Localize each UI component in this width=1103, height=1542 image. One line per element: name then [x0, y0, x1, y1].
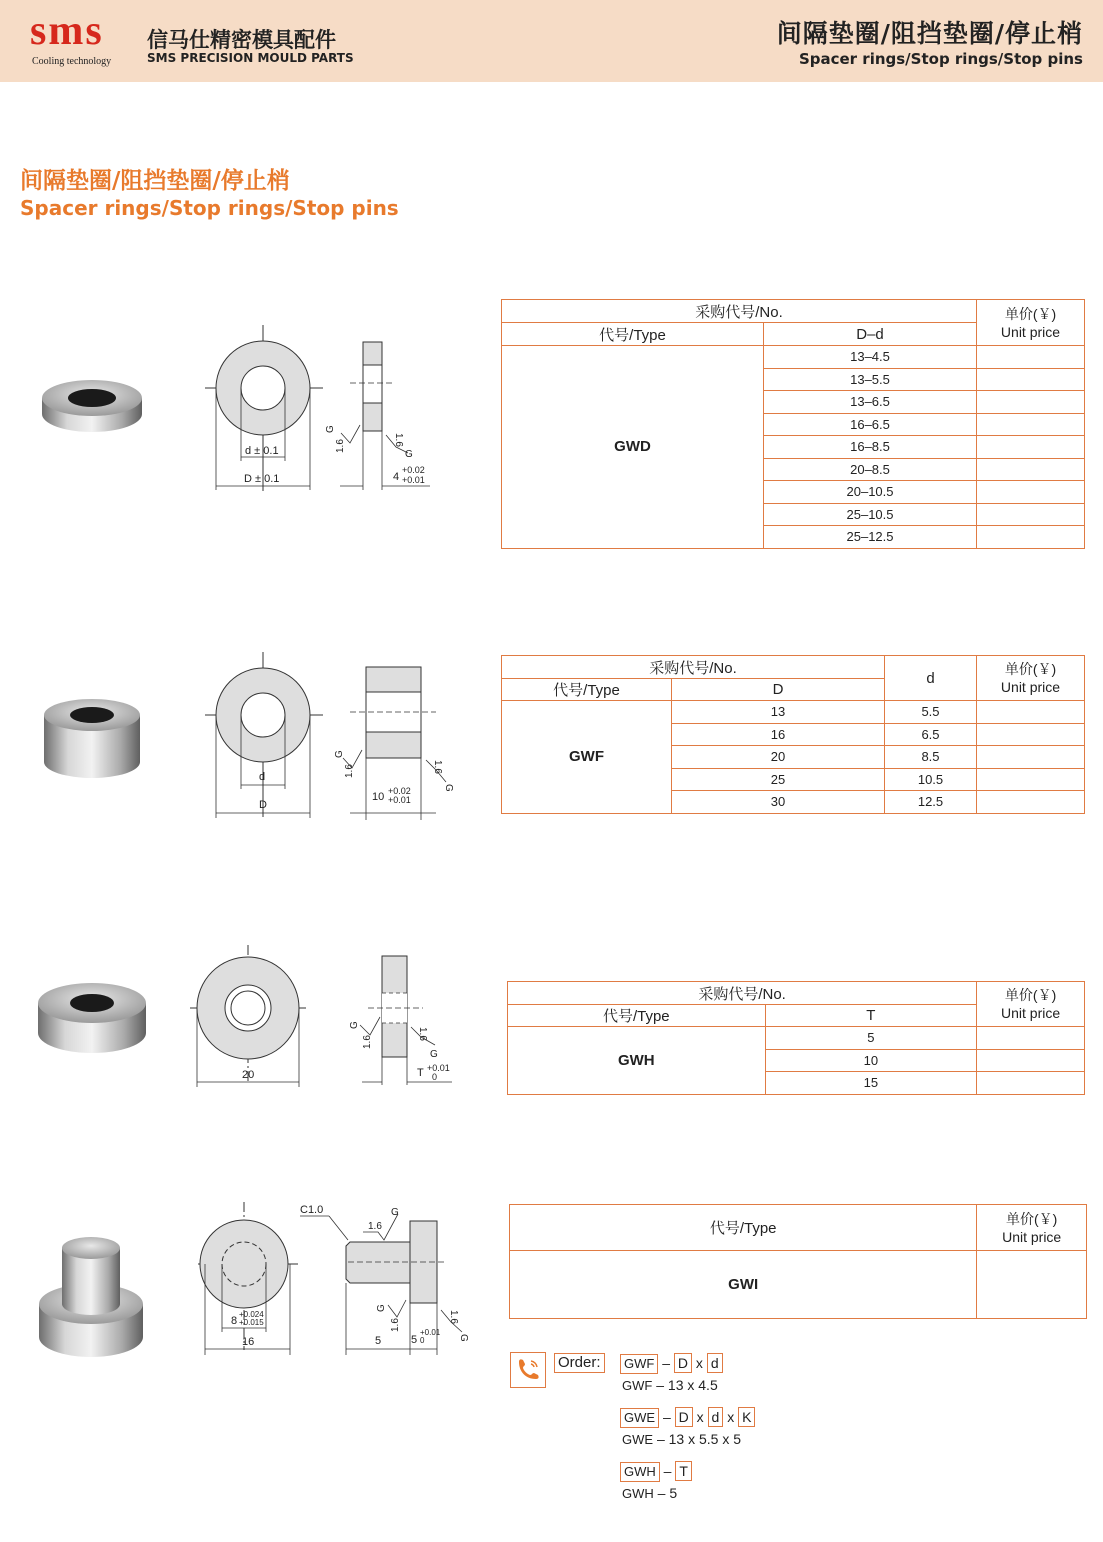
- header-title-cn: 间隔垫圈/阻挡垫圈/停止梢: [776, 19, 1083, 48]
- gwi-head: 5: [411, 1334, 418, 1346]
- gwi-type-header: 代号/Type: [510, 1205, 977, 1251]
- gwd-drawing: [200, 325, 440, 500]
- order-example-gwf: GWF – 13 x 4.5: [622, 1377, 718, 1393]
- gwi-table: [509, 1204, 1087, 1319]
- table-cell: 5: [765, 1027, 977, 1050]
- gwh-type-header: 代号/Type: [508, 1005, 766, 1027]
- price-cell: [977, 368, 1085, 391]
- gwd-g-1: G: [325, 425, 336, 433]
- brand-logo: sms: [30, 8, 104, 54]
- gwf-table: [501, 655, 1085, 814]
- table-cell: 20–8.5: [764, 458, 977, 481]
- gwi-dim-d-tol-dn: +0.015: [239, 1318, 264, 1327]
- gwh-price-header: 单价(￥) Unit price: [977, 982, 1085, 1027]
- order-pattern-gwh: GWH – T: [620, 1461, 692, 1482]
- price-cell: [977, 1049, 1085, 1072]
- logo-tagline: Cooling technology: [32, 56, 112, 67]
- table-cell: 16–8.5: [764, 436, 977, 459]
- table-cell: 16: [672, 723, 885, 746]
- price-cell: [977, 481, 1085, 504]
- gwh-no-header: 采购代号/No.: [508, 982, 977, 1005]
- gwh-thickness: T: [417, 1067, 424, 1079]
- table-cell: 20–10.5: [764, 481, 977, 504]
- table-cell: 13–5.5: [764, 368, 977, 391]
- price-cell: [977, 701, 1085, 724]
- table-cell: 16–6.5: [764, 413, 977, 436]
- gwh-g-1: G: [349, 1021, 360, 1029]
- gwi-chamfer: C1.0: [300, 1204, 324, 1216]
- gwh-tol-dn: 0: [432, 1072, 438, 1082]
- gwd-table: [501, 299, 1085, 549]
- table-cell: 15: [765, 1072, 977, 1095]
- table-cell: 25: [672, 768, 885, 791]
- table-cell: 30: [672, 791, 885, 814]
- table-cell: 10: [765, 1049, 977, 1072]
- gwi-product-image: [36, 1232, 146, 1360]
- price-cell: [977, 1072, 1085, 1095]
- gwf-col-D-header: D: [672, 679, 885, 701]
- gwd-g-2: G: [405, 449, 413, 460]
- table-cell: 12.5: [885, 791, 977, 814]
- gwd-price-header: 单价(￥) Unit price: [977, 300, 1085, 346]
- gwi-g-top: G: [391, 1207, 399, 1218]
- gwh-tol-up: +0.01: [427, 1063, 450, 1073]
- price-cell: [977, 346, 1085, 369]
- price-cell: [977, 458, 1085, 481]
- gwd-product-image: [38, 368, 146, 438]
- gwi-head-tol-up: +0.01: [420, 1328, 441, 1337]
- price-cell: [977, 768, 1085, 791]
- order-pattern-gwe: GWE – D x d x K: [620, 1407, 755, 1428]
- gwd-no-header: 采购代号/No.: [502, 300, 977, 323]
- table-cell: 25–10.5: [764, 503, 977, 526]
- gwh-drawing: [190, 945, 465, 1090]
- company-name-cn: 信马仕精密模具配件: [147, 28, 336, 52]
- gwi-length: 5: [375, 1335, 382, 1347]
- gwh-dim-D: 20: [242, 1069, 255, 1081]
- price-cell: [977, 746, 1085, 769]
- table-cell: 13–4.5: [764, 346, 977, 369]
- price-cell: [977, 391, 1085, 414]
- price-cell: [977, 526, 1085, 549]
- gwi-code: GWI: [510, 1251, 977, 1319]
- gwi-drawing: [198, 1200, 478, 1360]
- gwi-g-2: G: [458, 1334, 469, 1342]
- table-cell: 5.5: [885, 701, 977, 724]
- gwi-rough-2: 1.6: [448, 1310, 459, 1324]
- gwf-rough-1: 1.6: [344, 764, 355, 778]
- header-title-en: Spacer rings/Stop rings/Stop pins: [798, 50, 1083, 68]
- gwf-g-1: G: [334, 750, 345, 758]
- gwh-product-image: [35, 975, 150, 1060]
- table-cell: 20: [672, 746, 885, 769]
- table-cell: 8.5: [885, 746, 977, 769]
- gwd-tol-up: +0.02: [402, 465, 425, 475]
- table-cell: 13–6.5: [764, 391, 977, 414]
- gwd-col-header: D–d: [764, 323, 977, 346]
- order-example-gwh: GWH – 5: [622, 1485, 678, 1501]
- gwf-dim-d: d: [259, 771, 266, 783]
- gwh-g-2: G: [430, 1049, 438, 1060]
- gwd-rough-1: 1.6: [335, 439, 346, 453]
- gwf-dim-D: D: [259, 799, 267, 811]
- table-cell: 13: [672, 701, 885, 724]
- gwi-dim-d: 8: [231, 1315, 238, 1327]
- price-cell: [977, 413, 1085, 436]
- gwd-type-header: 代号/Type: [502, 323, 764, 346]
- gwd-rough-2: 1.6: [393, 433, 404, 447]
- gwi-g-1: G: [376, 1304, 387, 1312]
- gwd-code: GWD: [502, 346, 764, 549]
- gwf-no-header: 采购代号/No.: [502, 656, 885, 679]
- phone-icon: [510, 1352, 546, 1388]
- gwf-product-image: [40, 690, 145, 785]
- company-name-en: SMS PRECISION MOULD PARTS: [147, 51, 354, 65]
- gwi-dim-D: 16: [242, 1336, 255, 1348]
- gwf-thickness: 10: [372, 791, 385, 803]
- gwf-drawing: [200, 652, 460, 822]
- table-cell: 10.5: [885, 768, 977, 791]
- gwi-price-header: 单价(￥) Unit price: [977, 1205, 1087, 1251]
- gwh-table: [507, 981, 1085, 1095]
- gwf-type-header: 代号/Type: [502, 679, 672, 701]
- gwf-code: GWF: [502, 701, 672, 814]
- price-cell: [977, 436, 1085, 459]
- table-cell: 25–12.5: [764, 526, 977, 549]
- table-cell: 6.5: [885, 723, 977, 746]
- order-label: Order:: [554, 1353, 605, 1373]
- gwi-rough-1: 1.6: [390, 1318, 401, 1332]
- price-cell: [977, 791, 1085, 814]
- gwh-rough-2: 1.6: [417, 1027, 428, 1041]
- gwd-thickness: 4: [393, 471, 400, 483]
- gwf-col-d-header: d: [885, 656, 977, 701]
- price-cell: [977, 1251, 1087, 1319]
- gwh-code: GWH: [508, 1027, 766, 1095]
- section-title-cn: 间隔垫圈/阻挡垫圈/停止梢: [20, 168, 290, 194]
- order-example-gwe: GWE – 13 x 5.5 x 5: [622, 1431, 742, 1447]
- page-header: [0, 0, 1103, 82]
- price-cell: [977, 1027, 1085, 1050]
- gwd-dim-D: D ± 0.1: [244, 473, 280, 485]
- section-title-en: Spacer rings/Stop rings/Stop pins: [20, 196, 399, 220]
- gwf-rough-2: 1.6: [432, 760, 443, 774]
- gwf-tol-dn: +0.01: [388, 795, 411, 805]
- price-cell: [977, 723, 1085, 746]
- gwd-dim-d: d ± 0.1: [245, 445, 279, 457]
- gwh-col-header: T: [765, 1005, 977, 1027]
- gwf-tol-up: +0.02: [388, 786, 411, 796]
- gwf-price-header: 单价(￥) Unit price: [977, 656, 1085, 701]
- gwi-dim-d-tol-up: +0.024: [239, 1310, 264, 1319]
- price-cell: [977, 503, 1085, 526]
- gwf-g-2: G: [443, 784, 454, 792]
- gwd-tol-dn: +0.01: [402, 475, 425, 485]
- order-pattern-gwf: GWF – D x d: [620, 1353, 723, 1374]
- gwi-rough-top: 1.6: [368, 1221, 382, 1232]
- gwi-head-tol-dn: 0: [420, 1336, 425, 1345]
- gwh-rough-1: 1.6: [362, 1035, 373, 1049]
